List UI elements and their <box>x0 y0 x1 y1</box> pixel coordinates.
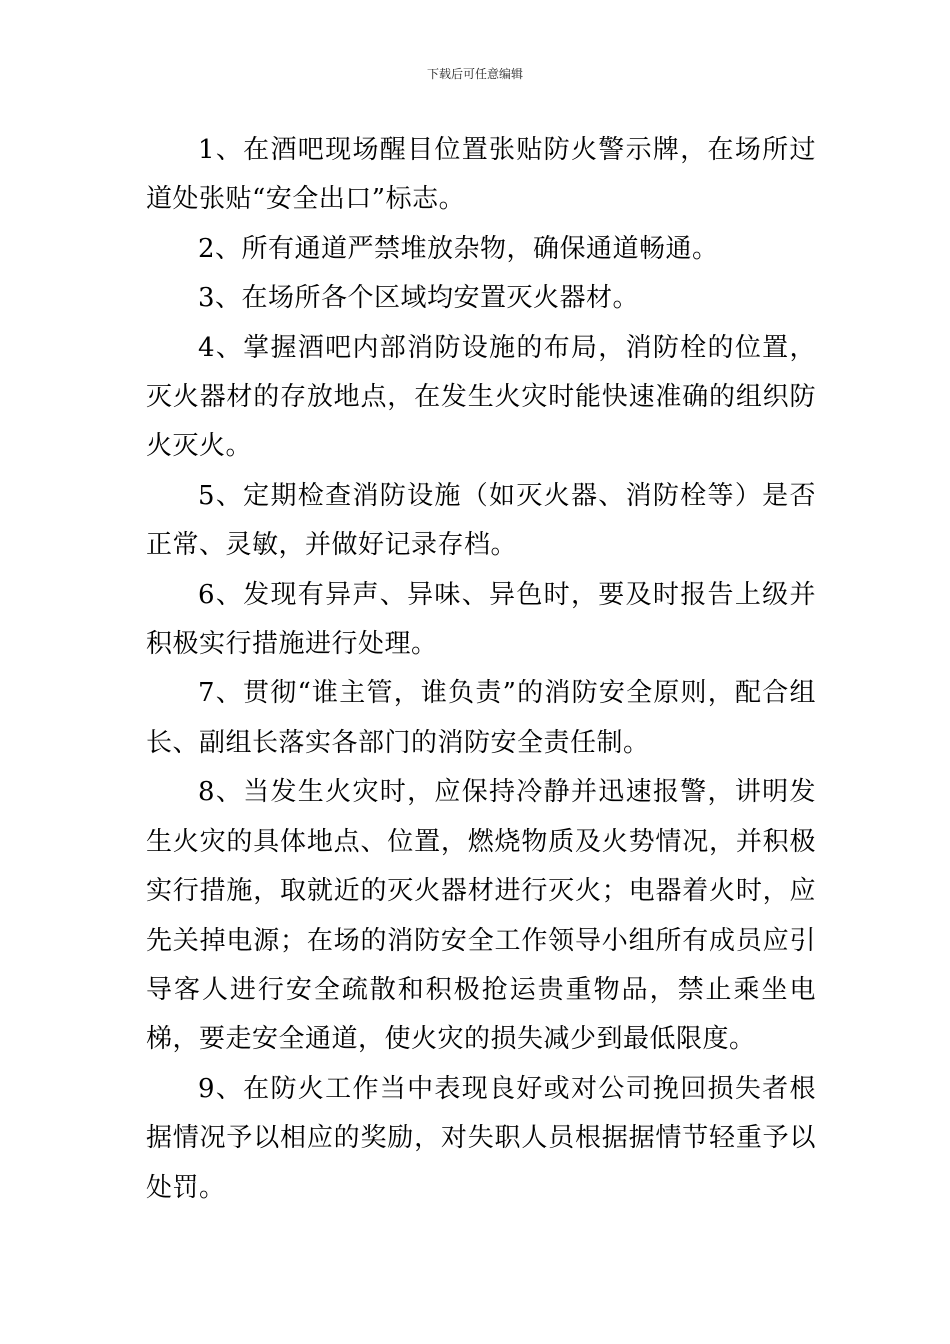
paragraph-1: 1、在酒吧现场醒目位置张贴防火警示牌，在场所过道处张贴“安全出口”标志。 <box>146 135 816 215</box>
paragraph-5: 5、定期检查消防设施（如灭火器、消防栓等）是否正常、灵敏，并做好记录存档。 <box>146 480 816 561</box>
paragraph-2: 2、所有通道严禁堆放杂物，确保通道畅通。 <box>198 233 719 264</box>
paragraph-7: 7、贯彻“谁主管，谁负责”的消防安全原则，配合组长、副组长落实各部门的消防安全责任制。 <box>146 678 816 758</box>
paragraph-4: 4、掌握酒吧内部消防设施的布局，消防栓的位置，灭火器材的存放地点，在发生火灾时能快速准确的组织防火灭火。 <box>146 332 816 462</box>
document-body <box>146 126 816 1213</box>
paragraph-9: 9、在防火工作当中表现良好或对公司挽回损失者根据情况予以相应的奖励，对失职人员根据据情节轻重予以处罚。 <box>146 1073 816 1203</box>
paragraph-6: 6、发现有异声、异味、异色时，要及时报告上级并积极实行措施进行处理。 <box>146 579 816 660</box>
page-header: 下载后可任意编辑 <box>426 67 523 81</box>
paragraph-8: 8、当发生火灾时，应保持冷静并迅速报警，讲明发生火灾的具体地点、位置，燃烧物质及火势情况，并积极实行措施，取就近的灭火器材进行灭火；电器着火时，应先关掉电源；在场的消防安全工作领导小组所有成员应引导客人进行安全疏散和积极抢运贵重物品，禁止乘坐电梯，要走安全通道，使火灾的损失减少到最低限度。 <box>146 777 816 1055</box>
paragraph-3: 3、在场所各个区域均安置灭火器材。 <box>198 283 640 314</box>
